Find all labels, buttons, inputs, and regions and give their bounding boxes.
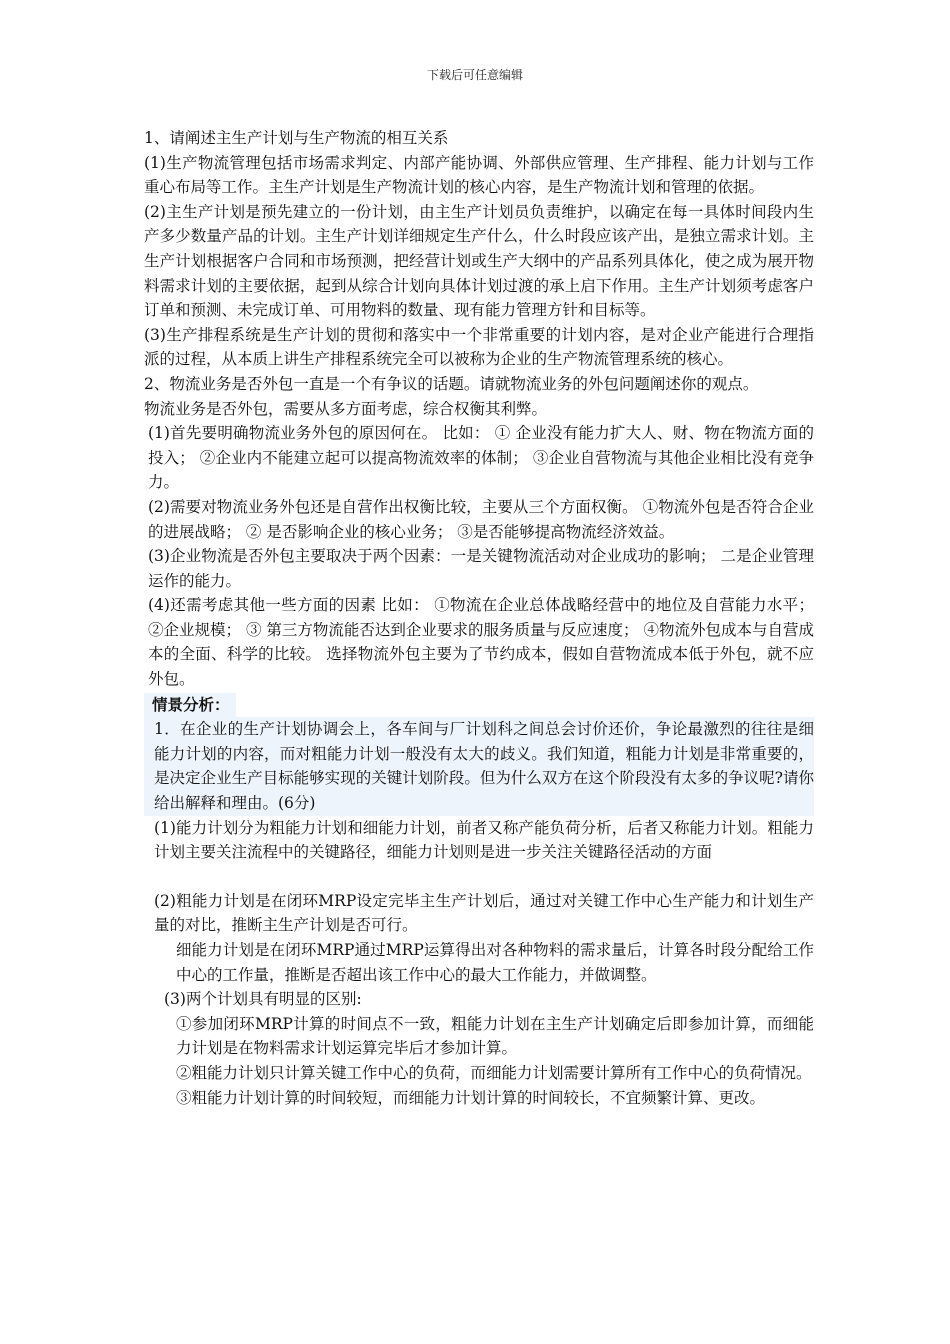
blank-line — [144, 865, 814, 889]
q2-paragraph-4: (4)还需考虑其他一些方面的因素 比如： ①物流在企业总体战略经营中的地位及自营能力水平； ②企业规模； ③ 第三方物流能否达到企业要求的服务质量与反应速度； ④物流外包成本与自营成本的全面、科学的比较。 选择物流外包主要为了节约成本，假如自营物流成本低于外包，就不应外包。 — [148, 596, 814, 689]
q1-paragraph-3: (3)生产排程系统是生产计划的贯彻和落实中一个非常重要的计划内容，是对企业产能进行合理指派的过程，从本质上讲生产排程系统完全可以被称为企业的生产物流管理系统的核心。 — [144, 325, 814, 369]
q1-paragraph-2: (2)主生产计划是预先建立的一份计划，由主生产计划员负责维护，以确定在每一具体时间段内生产多少数量产品的计划。主生产计划详细规定生产什么，什么时段应该产出，是独立需求计划。主生产计划根据客户合同和市场预测，把经营计划或生产大纲中的产品系列具体化，使之成为展开物料需求计划的主要依据，起到从综合计划向具体计划过渡的承上启下作用。主生产计划须考虑客户订单和预测、未完成订单、可用物料的数量、现有能力管理方针和目标等。 — [144, 202, 814, 320]
difference-2: ②粗能力计划只计算关键工作中心的负荷，而细能力计划需要计算所有工作中心的负荷情况。 — [176, 1063, 812, 1082]
answer-3: (3)两个计划具有明显的区别: — [164, 990, 362, 1009]
q2-paragraph-2: (2)需要对物流业务外包还是自营作出权衡比较，主要从三个方面权衡。 ①物流外包是否符合企业的进展战略； ② 是否影响企业的核心业务； ③是否能够提高物流经济效益。 — [148, 497, 814, 541]
difference-3: ③粗能力计划计算的时间较短，而细能力计划计算的时间较长，不宜频繁计算、更改。 — [176, 1088, 766, 1107]
q2-paragraph-1: (1)首先要明确物流业务外包的原因何在。 比如： ① 企业没有能力扩大人、财、物在物流方面的投入； ②企业内不能建立起可以提高物流效率的体制； ③企业自营物流与其他企业相比没有竞争力。 — [148, 424, 814, 492]
q2-paragraph-3: (3)企业物流是否外包主要取决于两个因素：一是关键物流活动对企业成功的影响； 二是企业管理运作的能力。 — [148, 547, 814, 590]
question-2-title: 2、物流业务是否外包一直是一个有争议的话题。请就物流业务的外包问题阐述你的观点。 — [144, 374, 759, 393]
answer-1: (1)能力计划分为粗能力计划和细能力计划，前者又称产能负荷分析，后者又称能力计划。粗能力计划主要关注流程中的关键路径，细能力计划则是进一步关注关键路径活动的方面 — [154, 818, 814, 862]
document-body — [144, 126, 814, 1110]
answer-2-detail: 细能力计划是在闭环MRP通过MRP运算得出对各种物料的需求量后，计算各时段分配给工作中心的工作量，推断是否超出该工作中心的最大工作能力，并做调整。 — [176, 941, 814, 984]
page-header: 下载后可任意编辑 — [426, 68, 523, 82]
question-1-title: 1、请阐述主生产计划与生产物流的相互关系 — [144, 129, 449, 147]
q1-paragraph-1: (1)生产物流管理包括市场需求判定、内部产能协调、外部供应管理、生产排程、能力计划与工作重心布局等工作。主生产计划是生产物流计划的核心内容，是生产物流计划和管理的依据。 — [144, 153, 814, 197]
q2-intro: 物流业务是否外包，需要从多方面考虑，综合权衡其利弊。 — [144, 399, 548, 418]
scenario-question: 1．在企业的生产计划协调会上，各车间与厂计划科之间总会讨价还价，争论最激烈的往往是细能力计划的内容，而对粗能力计划一般没有太大的歧义。我们知道，粗能力计划是非常重要的，是决定企业生产目标能够实现的关键计划阶段。但为什么双方在这个阶段没有太多的争议呢?请你给出解释和理由。(6分) — [144, 717, 814, 815]
answer-2: (2)粗能力计划是在闭环MRP设定完毕主生产计划后，通过对关键工作中心生产能力和计划生产量的对比，推断主生产计划是否可行。 — [154, 891, 814, 935]
scenario-label: 情景分析： — [144, 693, 236, 718]
difference-1: ①参加闭环MRP计算的时间点不一致，粗能力计划在主生产计划确定后即参加计算，而细能力计划是在物料需求计划运算完毕后才参加计算。 — [176, 1014, 814, 1058]
